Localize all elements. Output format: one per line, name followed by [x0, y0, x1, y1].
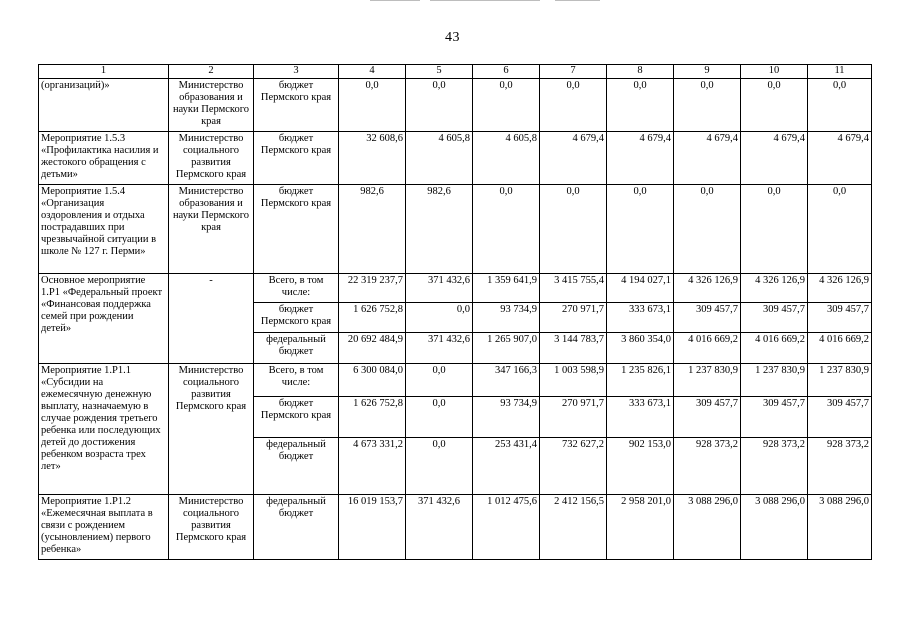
- value-cell: 3 415 755,4: [540, 274, 607, 303]
- value-cell: 928 373,2: [808, 438, 872, 495]
- executor: Министерство образования и науки Пермского края: [169, 185, 254, 274]
- col-header: 11: [808, 65, 872, 79]
- value-cell: 333 673,1: [607, 303, 674, 333]
- value-cell: 0,0: [607, 185, 674, 274]
- value-cell: 4 679,4: [674, 132, 741, 185]
- value-cell: 309 457,7: [741, 397, 808, 438]
- value-cell: 270 971,7: [540, 397, 607, 438]
- value-cell: 0,0: [674, 185, 741, 274]
- value-cell: 2 958 201,0: [607, 495, 674, 560]
- value-cell: 4 194 027,1: [607, 274, 674, 303]
- value-cell: 4 605,8: [473, 132, 540, 185]
- value-cell: 1 359 641,9: [473, 274, 540, 303]
- table-row: [39, 132, 872, 185]
- table-row: [39, 495, 872, 560]
- funding-source: федеральный бюджет: [254, 438, 339, 495]
- value-cell: 253 431,4: [473, 438, 540, 495]
- value-cell: 333 673,1: [607, 397, 674, 438]
- value-cell: 0,0: [406, 397, 473, 438]
- value-cell: 0,0: [808, 79, 872, 132]
- table-row: [39, 185, 872, 274]
- value-cell: 309 457,7: [674, 303, 741, 333]
- funding-source: Всего, в том числе:: [254, 274, 339, 303]
- value-cell: 309 457,7: [674, 397, 741, 438]
- value-cell: 347 166,3: [473, 364, 540, 397]
- value-cell: 0,0: [540, 185, 607, 274]
- value-cell: 982,6: [339, 185, 406, 274]
- col-header: 9: [674, 65, 741, 79]
- value-cell: 4 326 126,9: [741, 274, 808, 303]
- col-header: 3: [254, 65, 339, 79]
- measure-name: Мероприятие 1.5.4 «Организация оздоровления и отдыха пострадавших при чрезвычайной ситуации в школе № 127 г. Перми»: [39, 185, 169, 274]
- value-cell: 0,0: [674, 79, 741, 132]
- value-cell: 0,0: [473, 79, 540, 132]
- value-cell: 309 457,7: [808, 397, 872, 438]
- value-cell: 3 088 296,0: [741, 495, 808, 560]
- col-header: 2: [169, 65, 254, 79]
- funding-source: федеральный бюджет: [254, 333, 339, 364]
- value-cell: 1 237 830,9: [808, 364, 872, 397]
- funding-source: Всего, в том числе:: [254, 364, 339, 397]
- page-number: 43: [445, 30, 460, 45]
- value-cell: 4 679,4: [607, 132, 674, 185]
- table-row: [39, 364, 872, 397]
- executor: Министерство образования и науки Пермского края: [169, 79, 254, 132]
- value-cell: 0,0: [406, 79, 473, 132]
- value-cell: 4 605,8: [406, 132, 473, 185]
- budget-table: [38, 64, 872, 560]
- value-cell: 4 326 126,9: [674, 274, 741, 303]
- col-header: 1: [39, 65, 169, 79]
- value-cell: 309 457,7: [741, 303, 808, 333]
- value-cell: 0,0: [406, 438, 473, 495]
- funding-source: бюджет Пермского края: [254, 397, 339, 438]
- funding-source: бюджет Пермского края: [254, 132, 339, 185]
- value-cell: 0,0: [607, 79, 674, 132]
- table-row: [39, 79, 872, 132]
- col-header: 10: [741, 65, 808, 79]
- value-cell: 1 235 826,1: [607, 364, 674, 397]
- value-cell: 0,0: [339, 79, 406, 132]
- value-cell: 4 016 669,2: [741, 333, 808, 364]
- value-cell: 3 088 296,0: [674, 495, 741, 560]
- value-cell: 4 679,4: [808, 132, 872, 185]
- value-cell: 0,0: [473, 185, 540, 274]
- value-cell: 3 088 296,0: [808, 495, 872, 560]
- value-cell: 6 300 084,0: [339, 364, 406, 397]
- value-cell: 2 412 156,5: [540, 495, 607, 560]
- value-cell: 371 432,6: [406, 333, 473, 364]
- value-cell: 1 626 752,8: [339, 303, 406, 333]
- scan-top-line-3: [555, 0, 600, 1]
- col-header: 5: [406, 65, 473, 79]
- value-cell: 928 373,2: [741, 438, 808, 495]
- value-cell: 4 016 669,2: [674, 333, 741, 364]
- value-cell: 1 626 752,8: [339, 397, 406, 438]
- value-cell: 93 734,9: [473, 397, 540, 438]
- value-cell: 902 153,0: [607, 438, 674, 495]
- value-cell: 4 679,4: [540, 132, 607, 185]
- value-cell: 1 003 598,9: [540, 364, 607, 397]
- value-cell: 1 237 830,9: [741, 364, 808, 397]
- measure-name: Мероприятие 1.Р1.2 «Ежемесячная выплата в связи с рождением (усыновлением) первого ребенка»: [39, 495, 169, 560]
- executor: Министерство социального развития Пермского края: [169, 364, 254, 495]
- funding-source: бюджет Пермского края: [254, 79, 339, 132]
- measure-name: Мероприятие 1.Р1.1 «Субсидии на ежемесячную денежную выплату, назначаемую в случае рождения третьего ребенка или последующих детей до достижения ребенком возраста трех лет»: [39, 364, 169, 495]
- value-cell: 3 144 783,7: [540, 333, 607, 364]
- value-cell: 928 373,2: [674, 438, 741, 495]
- measure-name: (организаций)»: [39, 79, 169, 132]
- value-cell: 0,0: [808, 185, 872, 274]
- value-cell: 0,0: [741, 79, 808, 132]
- col-header: 6: [473, 65, 540, 79]
- value-cell: 270 971,7: [540, 303, 607, 333]
- value-cell: 371 432,6: [406, 274, 473, 303]
- funding-source: бюджет Пермского края: [254, 303, 339, 333]
- value-cell: 0,0: [406, 364, 473, 397]
- col-header: 8: [607, 65, 674, 79]
- col-header: 7: [540, 65, 607, 79]
- value-cell: 0,0: [540, 79, 607, 132]
- value-cell: 1 237 830,9: [674, 364, 741, 397]
- value-cell: 32 608,6: [339, 132, 406, 185]
- scan-top-line-1: [370, 0, 420, 1]
- value-cell: 3 860 354,0: [607, 333, 674, 364]
- scan-top-line-2: [430, 0, 540, 1]
- measure-name: Основное мероприятие 1.Р1 «Федеральный проект «Финансовая поддержка семей при рождении детей»: [39, 274, 169, 364]
- value-cell: 309 457,7: [808, 303, 872, 333]
- value-cell: 4 326 126,9: [808, 274, 872, 303]
- value-cell: 4 679,4: [741, 132, 808, 185]
- value-cell: 4 016 669,2: [808, 333, 872, 364]
- value-cell: 982,6: [406, 185, 473, 274]
- value-cell: 20 692 484,9: [339, 333, 406, 364]
- funding-source: федеральный бюджет: [254, 495, 339, 560]
- value-cell: 4 673 331,2: [339, 438, 406, 495]
- header-row: [39, 65, 872, 79]
- value-cell: 0,0: [741, 185, 808, 274]
- value-cell: 732 627,2: [540, 438, 607, 495]
- table-row: [39, 274, 872, 303]
- value-cell: 1 265 907,0: [473, 333, 540, 364]
- value-cell: 1 012 475,6: [473, 495, 540, 560]
- executor: Министерство социального развития Пермского края: [169, 132, 254, 185]
- value-cell: 22 319 237,7: [339, 274, 406, 303]
- measure-name: Мероприятие 1.5.3 «Профилактика насилия и жестокого обращения с детьми»: [39, 132, 169, 185]
- value-cell: 16 019 153,7: [339, 495, 406, 560]
- col-header: 4: [339, 65, 406, 79]
- executor: -: [169, 274, 254, 364]
- funding-source: бюджет Пермского края: [254, 185, 339, 274]
- value-cell: 371 432,6: [406, 495, 473, 560]
- value-cell: 0,0: [406, 303, 473, 333]
- value-cell: 93 734,9: [473, 303, 540, 333]
- executor: Министерство социального развития Пермского края: [169, 495, 254, 560]
